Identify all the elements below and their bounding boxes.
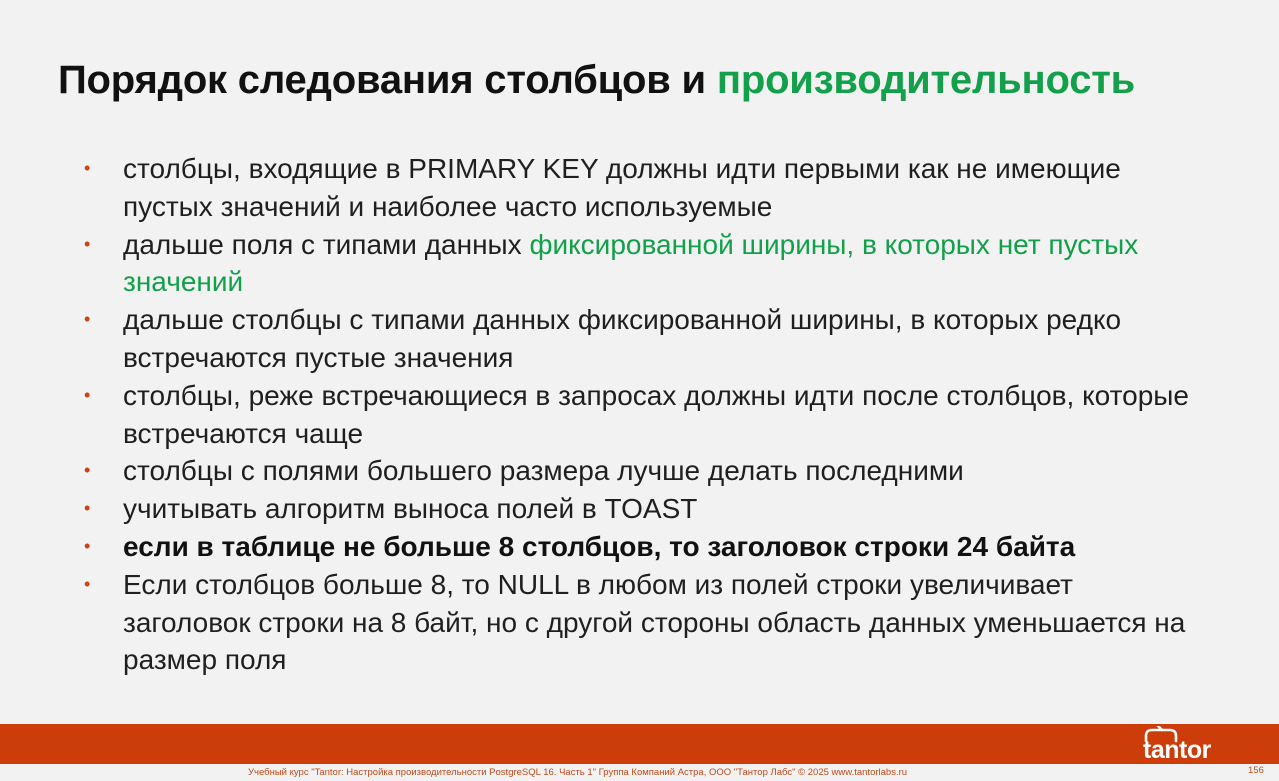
list-item-text: столбцы, входящие в PRIMARY KEY должны идти первыми как не имеющие пустых значений и наиболее часто используемые (123, 153, 1121, 222)
list-item (84, 226, 1204, 302)
list-item (84, 566, 1204, 679)
slide-title (58, 56, 1248, 104)
bullet-dot-icon: • (84, 498, 91, 519)
slide-title-main: Порядок следования столбцов и (58, 58, 717, 102)
bullet-dot-icon: • (84, 233, 91, 254)
slide-title-accent: производительность (716, 58, 1136, 102)
list-item (84, 528, 1204, 566)
bullet-dot-icon: • (84, 309, 91, 330)
list-item (84, 490, 1204, 528)
list-item-text: если в таблице не больше 8 столбцов, то заголовок строки 24 байта (123, 530, 1076, 562)
list-item-text: Если столбцов больше 8, то NULL в любом из полей строки увеличивает заголовок строки на 8 байт, но с другой стороны область данных уменьшается на размер поля (123, 568, 1186, 676)
list-item (84, 377, 1204, 453)
bullet-dot-icon: • (84, 158, 91, 178)
list-item (84, 301, 1204, 377)
list-item-text: дальше столбцы с типами данных фиксированной ширины, в которых редко встречаются пустые значения (123, 304, 1122, 373)
footer-copyright: Учебный курс "Tantor: Настройка производительности PostgreSQL 16. Часть 1" Группа Компаний Астра, ООО "Тантор Лабс" © 2025 www.tantorlabs.ru (248, 767, 908, 778)
list-item-highlight: фиксированной ширины, в которых нет пустых значений (123, 228, 1139, 298)
page-number: 156 (1248, 765, 1264, 776)
bullet-dot-icon: • (84, 573, 91, 594)
footer-bar (0, 724, 1279, 764)
list-item-text: столбцы с полями большего размера лучше делать последними (123, 455, 964, 487)
list-item-text: учитывать алгоритм выноса полей в TOAST (123, 493, 698, 525)
bullet-dot-icon: • (84, 460, 91, 481)
tantor-logo-icon (1140, 726, 1236, 764)
bullet-dot-icon: • (84, 384, 91, 405)
list-item (84, 150, 1204, 226)
list-item-text: столбцы, реже встречающиеся в запросах должны идти после столбцов, которые встречаются чаще (123, 379, 1189, 449)
logo-text: tantor (1143, 736, 1211, 764)
list-item (84, 452, 1204, 490)
bullet-list (84, 150, 1204, 679)
list-item-text: дальше поля с типами данных (123, 228, 530, 260)
bullet-dot-icon: • (84, 535, 91, 556)
